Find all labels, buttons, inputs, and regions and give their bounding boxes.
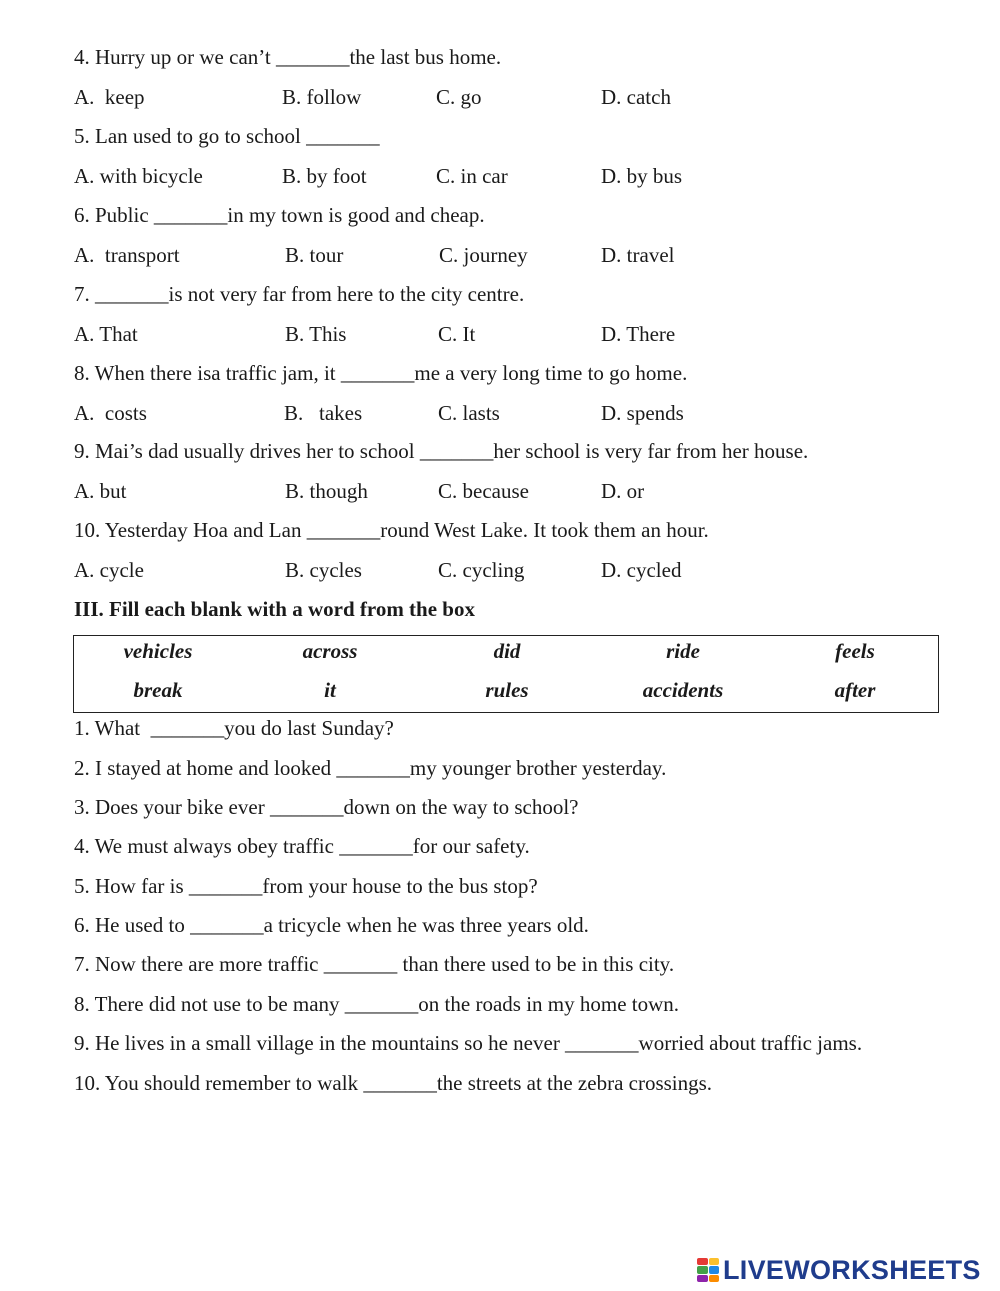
logo-wordmark: LIVEWORKSHEETS xyxy=(723,1255,981,1285)
option-b: B. This xyxy=(285,322,347,346)
option-a: A. cycle xyxy=(74,558,144,582)
option-d: D. There xyxy=(601,322,676,346)
question-stem: 10. Yesterday Hoa and Lan _______round West Lake. It took them an hour. xyxy=(74,518,709,542)
word-box-item: it xyxy=(324,678,336,702)
word-box-item: rules xyxy=(485,678,529,702)
option-d: D. travel xyxy=(601,243,675,267)
word-box-item: feels xyxy=(835,639,875,663)
logo-icon-block xyxy=(697,1275,708,1282)
fill-sentence: 2. I stayed at home and looked _______my younger brother yesterday. xyxy=(74,756,667,780)
word-box-item: across xyxy=(302,639,358,663)
logo-icon-block xyxy=(709,1258,720,1265)
logo-icon-block xyxy=(709,1266,720,1273)
fill-sentence: 7. Now there are more traffic _______ than there used to be in this city. xyxy=(74,952,675,976)
option-c: C. because xyxy=(438,479,529,503)
fill-sentence: 6. He used to _______a tricycle when he was three years old. xyxy=(74,913,589,937)
liveworksheets-logo xyxy=(697,1256,995,1284)
fill-sentence: 3. Does your bike ever _______down on the way to school? xyxy=(74,795,579,819)
word-box-item: did xyxy=(493,639,521,663)
option-a: A. keep xyxy=(74,85,145,109)
fill-sentence: 8. There did not use to be many _______on the roads in my home town. xyxy=(74,992,680,1016)
word-box-item: vehicles xyxy=(123,639,193,663)
word-box-item: ride xyxy=(666,639,700,663)
option-a: A. costs xyxy=(74,401,147,425)
option-b: B. cycles xyxy=(285,558,362,582)
logo-icon-block xyxy=(697,1266,708,1273)
option-c: C. It xyxy=(438,322,476,346)
option-b: B. tour xyxy=(285,243,344,267)
fill-sentence: 5. How far is _______from your house to the bus stop? xyxy=(74,874,538,898)
option-a: A. transport xyxy=(74,243,180,267)
fill-sentence: 10. You should remember to walk _______the streets at the zebra crossings. xyxy=(74,1071,713,1095)
option-a: A. but xyxy=(74,479,127,503)
word-box-item: accidents xyxy=(642,678,724,702)
option-c: C. in car xyxy=(436,164,508,188)
option-c: C. go xyxy=(436,85,482,109)
question-stem: 5. Lan used to go to school _______ xyxy=(74,124,380,148)
question-stem: 9. Mai’s dad usually drives her to school _______her school is very far from her house. xyxy=(74,439,809,463)
fill-sentence: 9. He lives in a small village in the mountains so he never _______worried about traffic jams. xyxy=(74,1031,863,1055)
logo-icon-block xyxy=(709,1275,720,1282)
logo-icon-block xyxy=(697,1258,708,1265)
question-stem: 7. _______is not very far from here to the city centre. xyxy=(74,282,525,306)
fill-sentence: 4. We must always obey traffic _______for our safety. xyxy=(74,834,530,858)
word-box-item: break xyxy=(133,678,183,702)
question-stem: 6. Public _______in my town is good and cheap. xyxy=(74,203,485,227)
liveworksheets-logo-icon xyxy=(697,1258,719,1282)
option-c: C. lasts xyxy=(438,401,500,425)
option-a: A. That xyxy=(74,322,138,346)
option-b: B. follow xyxy=(282,85,362,109)
question-stem: 8. When there isa traffic jam, it _______me a very long time to go home. xyxy=(74,361,688,385)
word-box xyxy=(73,635,939,713)
option-b: B. by foot xyxy=(282,164,367,188)
option-d: D. cycled xyxy=(601,558,682,582)
option-c: C. cycling xyxy=(438,558,525,582)
option-a: A. with bicycle xyxy=(74,164,203,188)
fill-sentence: 1. What _______you do last Sunday? xyxy=(74,716,394,740)
option-b: B. takes xyxy=(284,401,363,425)
option-d: D. by bus xyxy=(601,164,683,188)
section-3-heading: III. Fill each blank with a word from the box xyxy=(74,597,475,621)
option-d: D. or xyxy=(601,479,645,503)
option-b: B. though xyxy=(285,479,368,503)
word-box-item: after xyxy=(834,678,876,702)
option-d: D. catch xyxy=(601,85,671,109)
option-c: C. journey xyxy=(439,243,528,267)
question-stem: 4. Hurry up or we can’t _______the last bus home. xyxy=(74,45,502,69)
option-d: D. spends xyxy=(601,401,684,425)
